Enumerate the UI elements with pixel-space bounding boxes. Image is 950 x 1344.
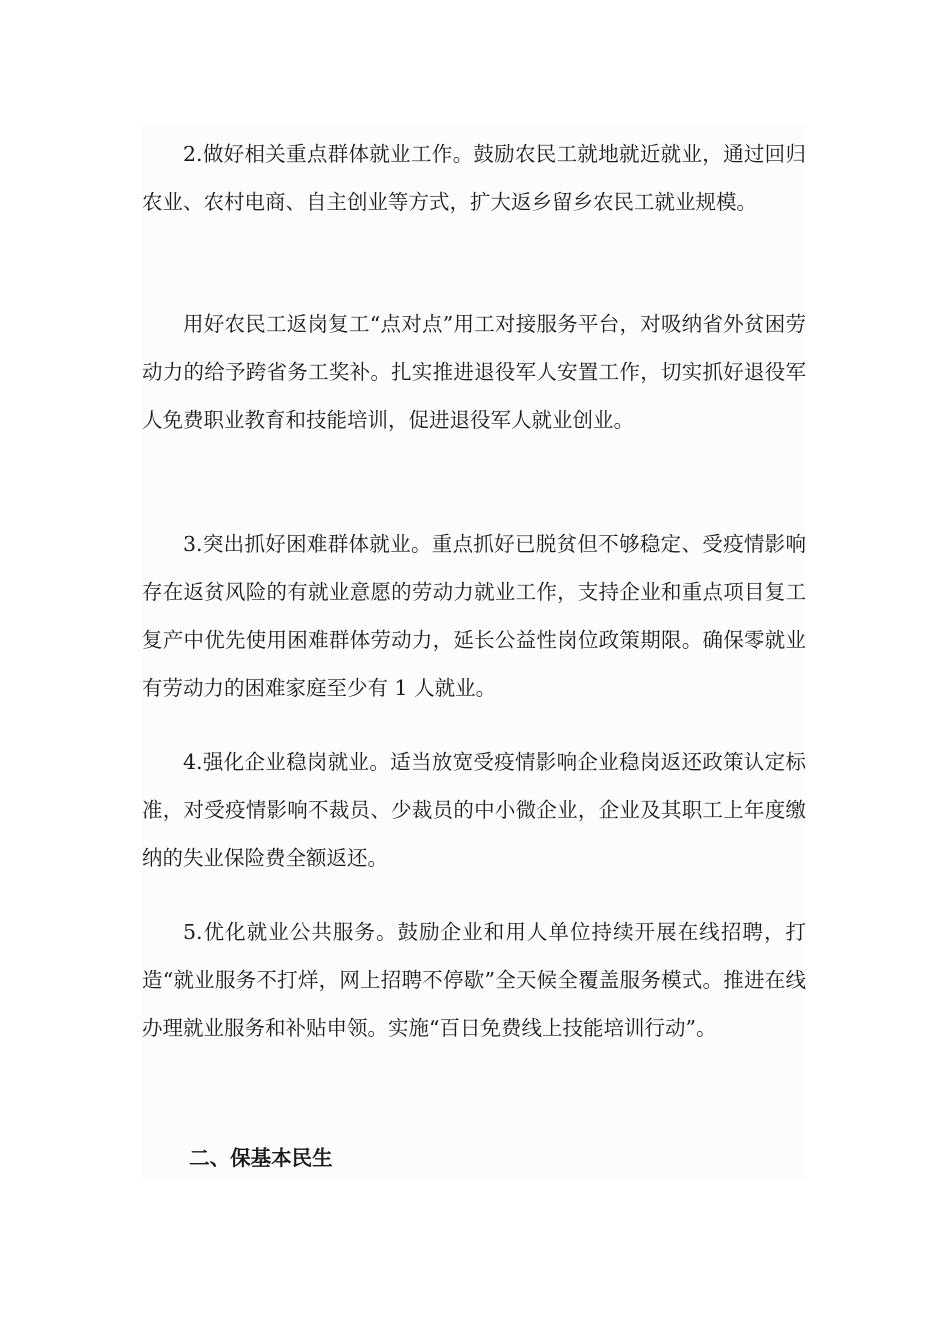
paragraph-migrant-workers-platform: 用好农民工返岗复工“点对点”用工对接服务平台，对吸纳省外贫困劳动力的给予跨省务工奖补。扎实推进退役军人安置工作，切实抓好退役军人免费职业教育和技能培训，促进退役军人就业创业。 [142, 312, 806, 432]
paragraph-enterprise-job-stability: 4.强化企业稳岗就业。适当放宽受疫情影响企业稳岗返还政策认定标准，对受疫情影响不裁员、少裁员的中小微企业，企业及其职工上年度缴纳的失业保险费全额返还。 [142, 750, 806, 870]
document-body [142, 124, 806, 1181]
section-heading: 二、保基本民生 [189, 1146, 333, 1170]
paragraph-public-employment-services: 5.优化就业公共服务。鼓励企业和用人单位持续开展在线招聘，打造“就业服务不打烊，网上招聘不停歇”全天候全覆盖服务模式。推进在线办理就业服务和补贴申领。实施“百日免费线上技能培训行动”。 [142, 920, 806, 1040]
paragraph-key-groups-employment: 2.做好相关重点群体就业工作。鼓励农民工就地就近就业，通过回归农业、农村电商、自主创业等方式，扩大返乡留乡农民工就业规模。 [142, 142, 806, 214]
paragraph-disadvantaged-groups: 3.突出抓好困难群体就业。重点抓好已脱贫但不够稳定、受疫情影响存在返贫风险的有就业意愿的劳动力就业工作，支持企业和重点项目复工复产中优先使用困难群体劳动力，延长公益性岗位政策期限。确保零就业有劳动力的困难家庭至少有 1 人就业。 [142, 532, 806, 700]
